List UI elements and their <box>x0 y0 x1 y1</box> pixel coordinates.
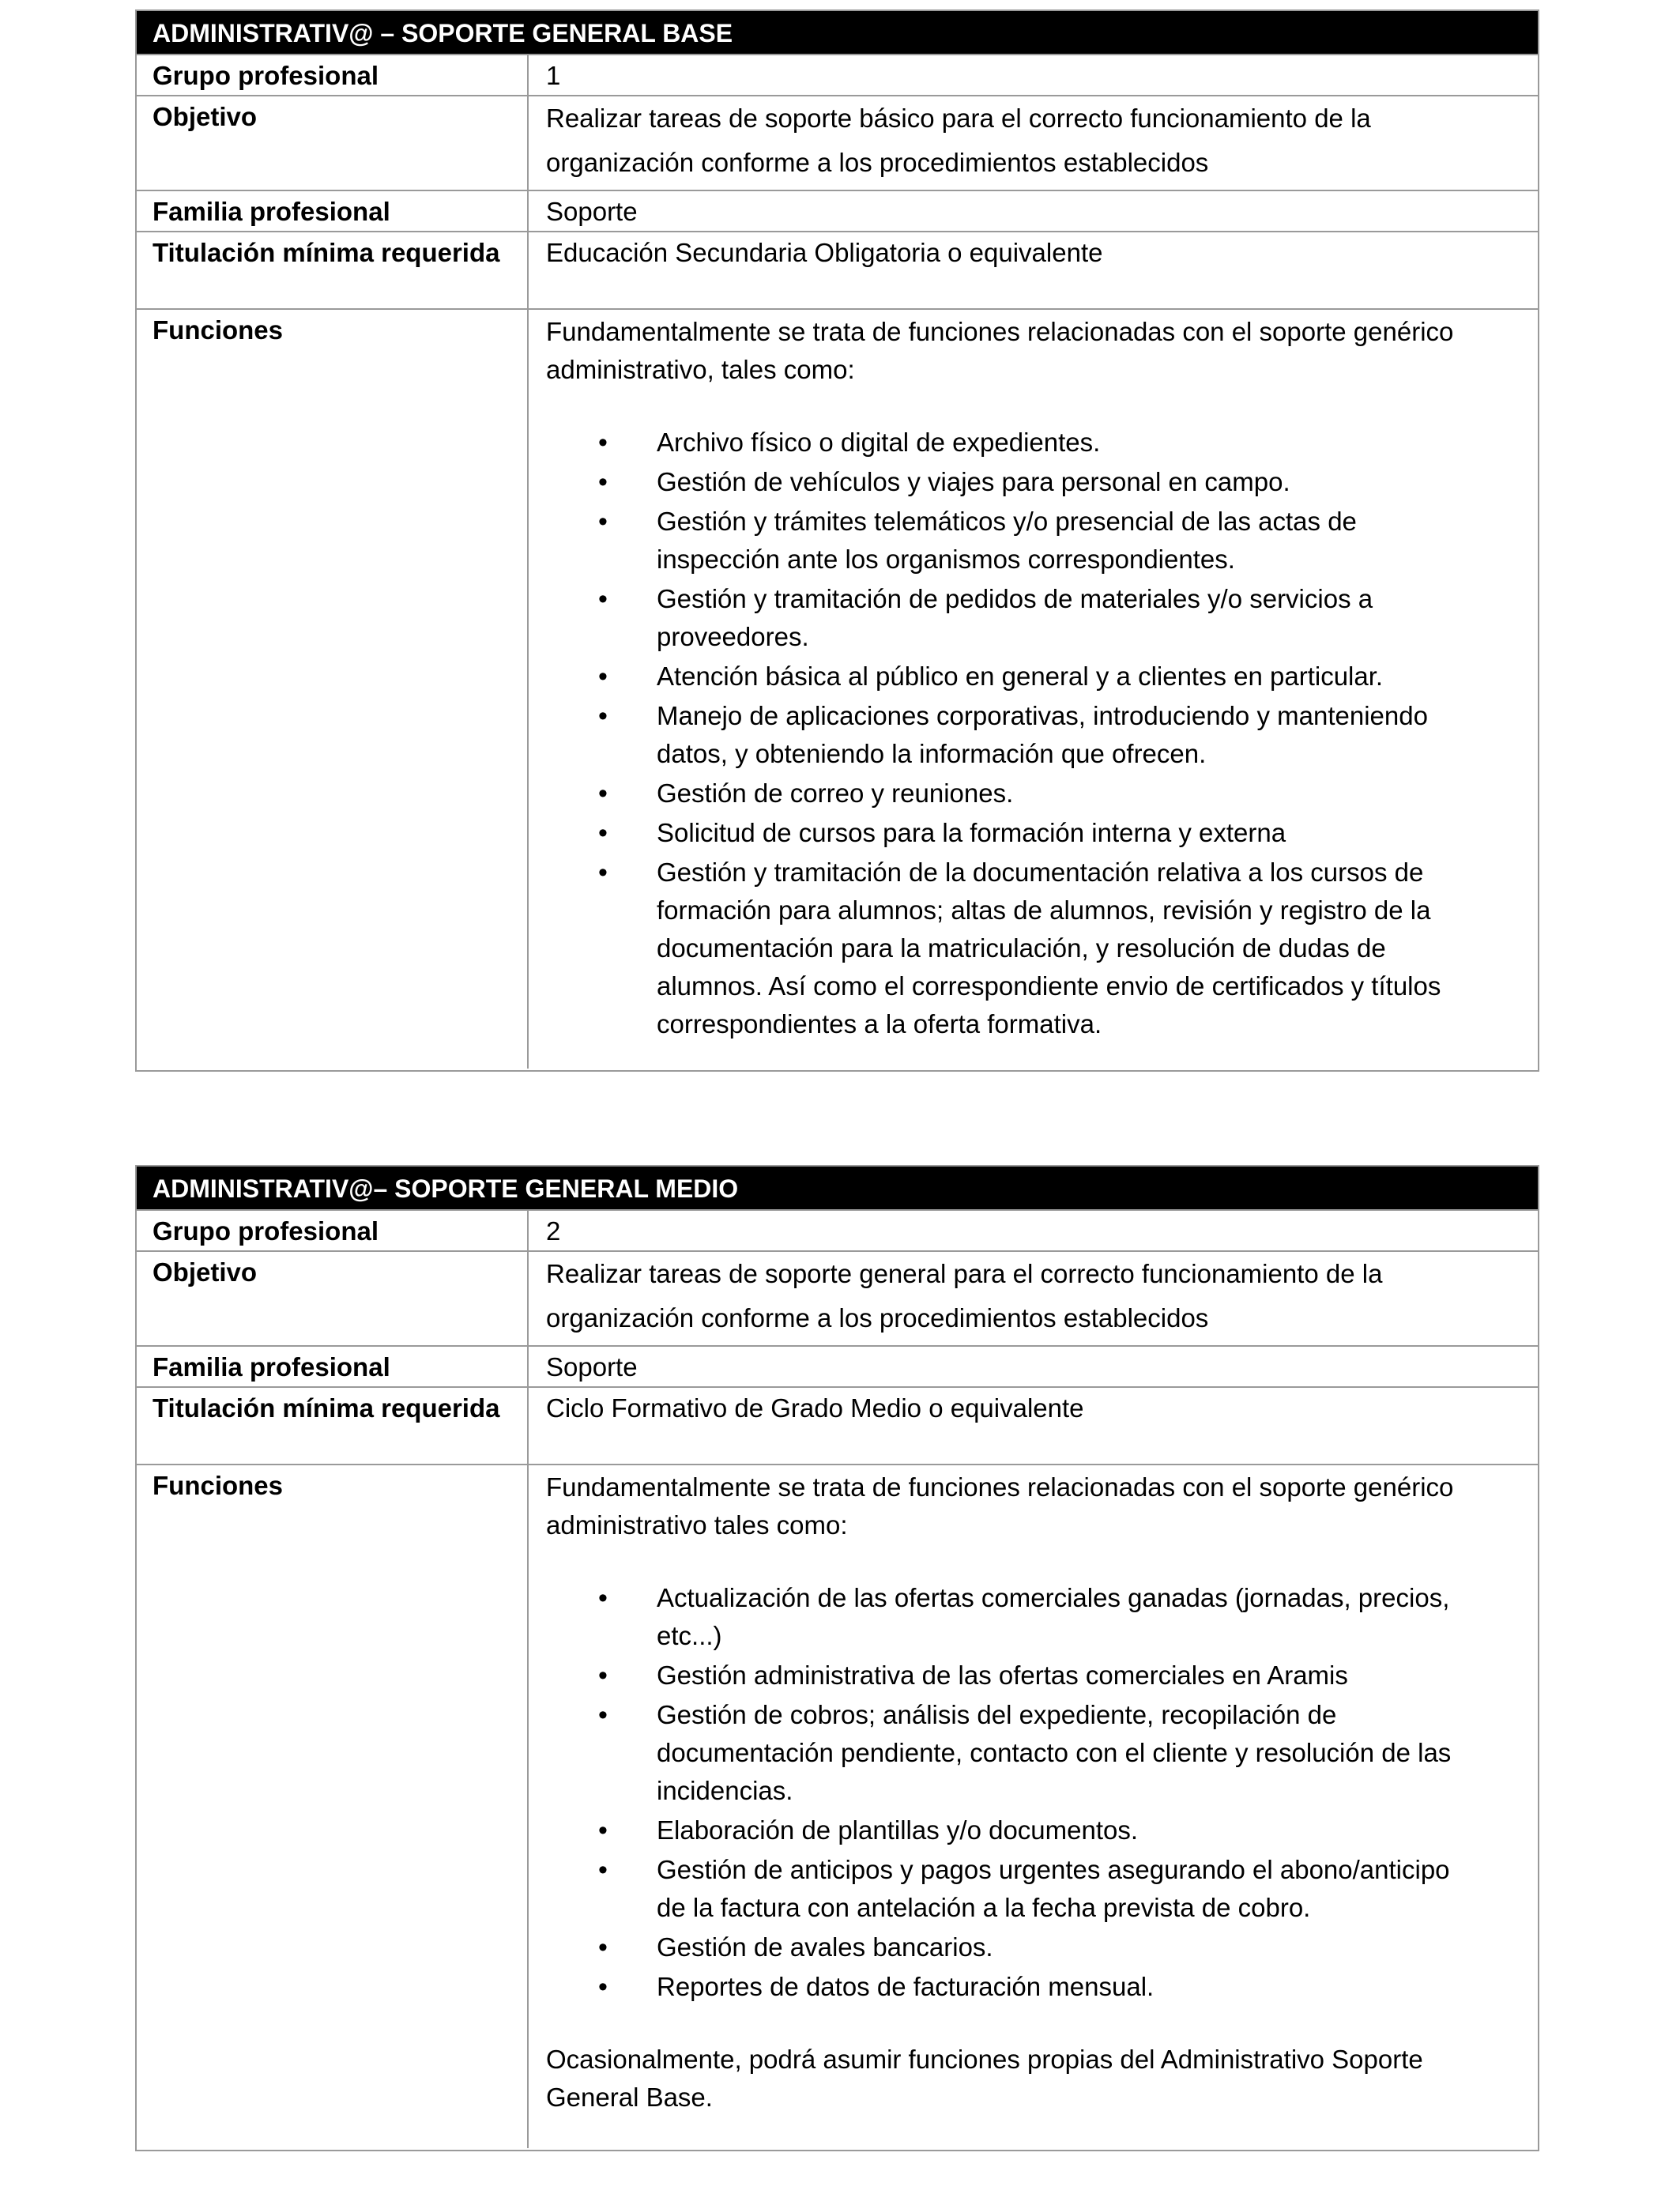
list-item: • Solicitud de cursos para la formación interna y externa <box>546 814 1520 852</box>
row-grupo-profesional <box>137 1211 1538 1252</box>
list-item: • Gestión y tramitación de pedidos de materiales y/o servicios a proveedores. <box>546 580 1520 656</box>
list-item: • Gestión y trámites telemáticos y/o presencial de las actas de inspección ante los organismos correspondientes. <box>546 503 1520 579</box>
row-funciones <box>137 310 1538 1069</box>
value-familia-profesional: Soporte <box>546 197 638 226</box>
list-item: • Gestión de avales bancarios. <box>546 1928 1520 1966</box>
label-familia-profesional: Familia profesional <box>137 191 529 231</box>
label-grupo-profesional: Grupo profesional <box>137 55 529 95</box>
list-item: • Atención básica al público en general y a clientes en particular. <box>546 658 1520 696</box>
card-title: ADMINISTRATIV@ – SOPORTE GENERAL BASE <box>137 11 1538 55</box>
value-objetivo: Realizar tareas de soporte básico para el correcto funcionamiento de la organización conforme a los procedimientos establecidos <box>546 104 1371 177</box>
list-item: • Archivo físico o digital de expedientes. <box>546 424 1520 462</box>
job-card-base <box>135 9 1539 1072</box>
value-grupo-profesional: 1 <box>546 61 561 90</box>
list-item: • Actualización de las ofertas comerciales ganadas (jornadas, precios, etc...) <box>546 1579 1520 1655</box>
list-item: • Gestión de vehículos y viajes para personal en campo. <box>546 463 1520 501</box>
list-item: • Elaboración de plantillas y/o documentos. <box>546 1811 1520 1849</box>
value-funciones <box>529 310 1538 1069</box>
label-objetivo: Objetivo <box>137 96 529 190</box>
row-funciones <box>137 1465 1538 2148</box>
funciones-closing: Ocasionalmente, podrá asumir funciones propias del Administrativo Soporte General Base. <box>546 2045 1423 2112</box>
label-funciones: Funciones <box>137 310 529 1069</box>
list-item: • Gestión de cobros; análisis del expediente, recopilación de documentación pendiente, contacto con el cliente y resolución de las incidencias. <box>546 1696 1520 1810</box>
list-item: • Gestión de anticipos y pagos urgentes asegurando el abono/anticipo de la factura con antelación a la fecha prevista de cobro. <box>546 1851 1520 1927</box>
job-card-medio <box>135 1165 1539 2151</box>
label-titulacion: Titulación mínima requerida <box>137 232 529 308</box>
row-objetivo <box>137 1252 1538 1347</box>
funciones-intro: Fundamentalmente se trata de funciones relacionadas con el soporte genérico administrativo tales como: <box>546 1472 1454 1540</box>
label-titulacion: Titulación mínima requerida <box>137 1388 529 1464</box>
funciones-list <box>546 424 1520 1043</box>
value-titulacion: Educación Secundaria Obligatoria o equivalente <box>546 238 1103 267</box>
row-grupo-profesional <box>137 55 1538 96</box>
value-funciones <box>529 1465 1538 2148</box>
funciones-list <box>546 1579 1520 2006</box>
card-title: ADMINISTRATIV@– SOPORTE GENERAL MEDIO <box>137 1167 1538 1211</box>
list-item: • Reportes de datos de facturación mensual. <box>546 1968 1520 2006</box>
label-objetivo: Objetivo <box>137 1252 529 1345</box>
row-titulacion <box>137 232 1538 310</box>
value-grupo-profesional: 2 <box>546 1216 561 1246</box>
label-funciones: Funciones <box>137 1465 529 2148</box>
label-familia-profesional: Familia profesional <box>137 1347 529 1386</box>
list-item: • Gestión y tramitación de la documentación relativa a los cursos de formación para alumnos; altas de alumnos, revisión y registro de la documentación para la matriculación, y resolución de dudas de alumnos. Así como el correspondiente envio de certificados y títulos correspondientes a la oferta formativa. <box>546 854 1520 1043</box>
list-item: • Manejo de aplicaciones corporativas, introduciendo y manteniendo datos, y obteniendo la información que ofrecen. <box>546 697 1520 773</box>
funciones-intro: Fundamentalmente se trata de funciones relacionadas con el soporte genérico administrativo, tales como: <box>546 317 1454 384</box>
row-titulacion <box>137 1388 1538 1465</box>
list-item: • Gestión administrativa de las ofertas comerciales en Aramis <box>546 1657 1520 1695</box>
value-objetivo: Realizar tareas de soporte general para el correcto funcionamiento de la organización conforme a los procedimientos establecidos <box>546 1259 1383 1333</box>
value-familia-profesional: Soporte <box>546 1352 638 1382</box>
value-titulacion: Ciclo Formativo de Grado Medio o equivalente <box>546 1393 1084 1423</box>
label-grupo-profesional: Grupo profesional <box>137 1211 529 1250</box>
list-item: • Gestión de correo y reuniones. <box>546 775 1520 812</box>
row-familia-profesional <box>137 1347 1538 1388</box>
row-objetivo <box>137 96 1538 191</box>
row-familia-profesional <box>137 191 1538 232</box>
